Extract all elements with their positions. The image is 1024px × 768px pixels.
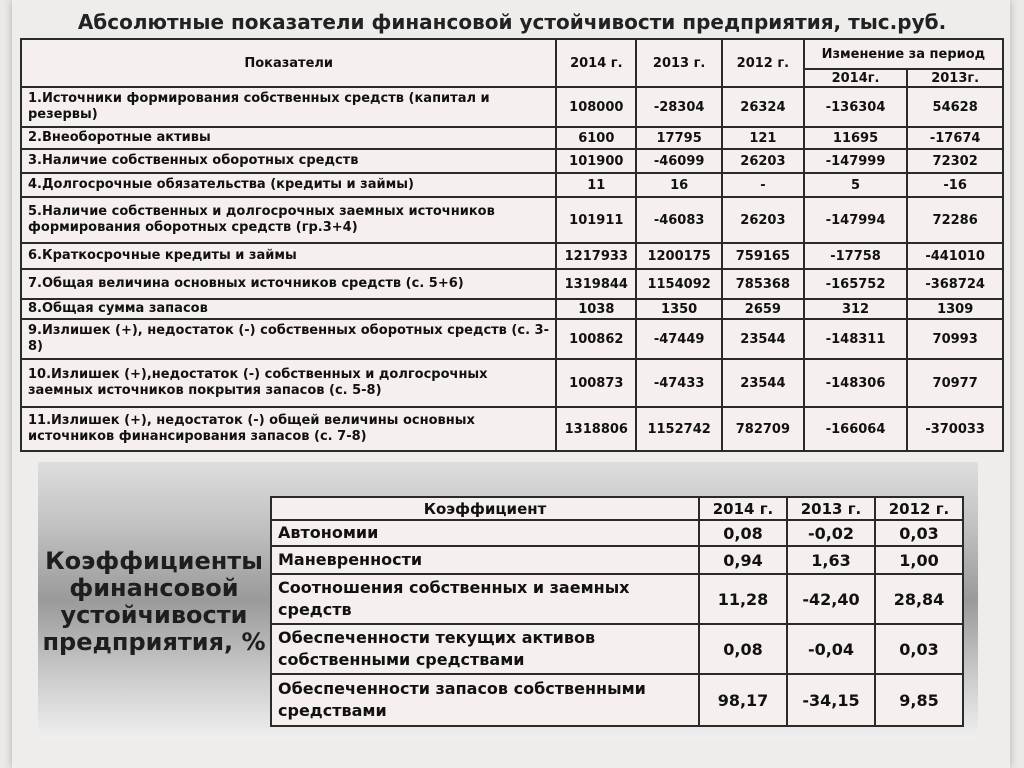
table-row	[21, 359, 1003, 407]
row-value: 1152742	[636, 407, 722, 451]
row-label: 6.Краткосрочные кредиты и займы	[21, 243, 556, 269]
row-value: -0,04	[787, 624, 875, 674]
header-change-year: 2014г.	[804, 69, 908, 87]
absolute-indicators-table	[20, 38, 1004, 452]
row-value: 0,03	[875, 520, 963, 546]
row-value: 1154092	[636, 269, 722, 299]
row-value: 9,85	[875, 674, 963, 726]
table-row	[271, 520, 963, 546]
row-value: 72286	[907, 197, 1003, 243]
row-value: -46083	[636, 197, 722, 243]
row-value: -34,15	[787, 674, 875, 726]
row-value: -147999	[804, 149, 908, 173]
row-value: 0,08	[699, 624, 787, 674]
table-row	[271, 624, 963, 674]
row-value: -368724	[907, 269, 1003, 299]
row-value: 0,03	[875, 624, 963, 674]
row-value: -148306	[804, 359, 908, 407]
header-indicators: Показатели	[21, 39, 556, 87]
row-value: 759165	[722, 243, 804, 269]
row-label: 9.Излишек (+), недостаток (-) собственных оборотных средств (с. 3-8)	[21, 319, 556, 359]
row-value: 101900	[556, 149, 636, 173]
table-row	[21, 269, 1003, 299]
row-value: -17758	[804, 243, 908, 269]
row-value: 100862	[556, 319, 636, 359]
header-year: 2013 г.	[636, 39, 722, 87]
row-value: 0,94	[699, 546, 787, 574]
row-value: 11	[556, 173, 636, 197]
page-title: Абсолютные показатели финансовой устойчивости предприятия, тыс.руб.	[77, 10, 947, 34]
row-value: 1217933	[556, 243, 636, 269]
header-year: 2014 г.	[556, 39, 636, 87]
row-value: -165752	[804, 269, 908, 299]
row-value: 1200175	[636, 243, 722, 269]
row-label: Маневренности	[271, 546, 699, 574]
row-value: 28,84	[875, 574, 963, 624]
row-value: 1,00	[875, 546, 963, 574]
row-value: 26324	[722, 87, 804, 127]
row-label: Обеспеченности запасов собственными средствами	[271, 674, 699, 726]
table-row	[21, 319, 1003, 359]
row-label: Автономии	[271, 520, 699, 546]
row-value: -16	[907, 173, 1003, 197]
table-row	[271, 546, 963, 574]
row-value: -166064	[804, 407, 908, 451]
row-value: 108000	[556, 87, 636, 127]
row-value: 101911	[556, 197, 636, 243]
header-change: Изменение за период	[804, 39, 1003, 69]
row-label: 2.Внеоборотные активы	[21, 127, 556, 149]
row-value: -441010	[907, 243, 1003, 269]
row-value: 1350	[636, 299, 722, 319]
row-label: 7.Общая величина основных источников средств (с. 5+6)	[21, 269, 556, 299]
table-row	[21, 173, 1003, 197]
row-value: 11695	[804, 127, 908, 149]
row-value: -148311	[804, 319, 908, 359]
row-value: 26203	[722, 197, 804, 243]
row-value: -42,40	[787, 574, 875, 624]
row-value: -0,02	[787, 520, 875, 546]
table-row	[21, 127, 1003, 149]
row-value: 1319844	[556, 269, 636, 299]
row-value: 70977	[907, 359, 1003, 407]
table-row	[21, 87, 1003, 127]
table-row	[21, 149, 1003, 173]
row-label: 3.Наличие собственных оборотных средств	[21, 149, 556, 173]
row-value: 1309	[907, 299, 1003, 319]
row-value: -	[722, 173, 804, 197]
header-coefficient: Коэффициент	[271, 497, 699, 520]
row-value: -47433	[636, 359, 722, 407]
row-value: -28304	[636, 87, 722, 127]
table-row	[21, 243, 1003, 269]
row-value: 785368	[722, 269, 804, 299]
header-change-year: 2013г.	[907, 69, 1003, 87]
row-value: 1,63	[787, 546, 875, 574]
row-value: 54628	[907, 87, 1003, 127]
row-value: 26203	[722, 149, 804, 173]
row-value: 121	[722, 127, 804, 149]
row-value: -47449	[636, 319, 722, 359]
row-value: 70993	[907, 319, 1003, 359]
row-value: 72302	[907, 149, 1003, 173]
row-value: 5	[804, 173, 908, 197]
row-value: 1038	[556, 299, 636, 319]
row-label: Обеспеченности текущих активов собственными средствами	[271, 624, 699, 674]
row-value: 1318806	[556, 407, 636, 451]
row-value: -370033	[907, 407, 1003, 451]
row-value: 23544	[722, 319, 804, 359]
coefficients-table	[270, 496, 964, 727]
row-value: -147994	[804, 197, 908, 243]
table-row	[21, 407, 1003, 451]
coefficients-title: Коэффициенты финансовой устойчивости предприятия, %	[42, 547, 266, 656]
row-label: 4.Долгосрочные обязательства (кредиты и займы)	[21, 173, 556, 197]
row-value: -136304	[804, 87, 908, 127]
row-value: 312	[804, 299, 908, 319]
header-year: 2012 г.	[722, 39, 804, 87]
header-year: 2014 г.	[699, 497, 787, 520]
row-value: 0,08	[699, 520, 787, 546]
row-value: 782709	[722, 407, 804, 451]
row-value: 2659	[722, 299, 804, 319]
table-row	[21, 197, 1003, 243]
row-value: 23544	[722, 359, 804, 407]
row-value: -46099	[636, 149, 722, 173]
table-row	[21, 299, 1003, 319]
table-row	[271, 574, 963, 624]
header-year: 2013 г.	[787, 497, 875, 520]
row-label: Соотношения собственных и заемных средств	[271, 574, 699, 624]
row-value: -17674	[907, 127, 1003, 149]
row-label: 5.Наличие собственных и долгосрочных заемных источников формирования оборотных средств (гр.3+4)	[21, 197, 556, 243]
row-value: 98,17	[699, 674, 787, 726]
row-value: 100873	[556, 359, 636, 407]
row-label: 11.Излишек (+), недостаток (-) общей величины основных источников финансирования запасов (с. 7-8)	[21, 407, 556, 451]
row-value: 16	[636, 173, 722, 197]
row-value: 17795	[636, 127, 722, 149]
table-row	[271, 674, 963, 726]
row-value: 11,28	[699, 574, 787, 624]
row-label: 1.Источники формирования собственных средств (капитал и резервы)	[21, 87, 556, 127]
row-label: 10.Излишек (+),недостаток (-) собственных и долгосрочных заемных источников покрытия запасов (с. 5-8)	[21, 359, 556, 407]
header-year: 2012 г.	[875, 497, 963, 520]
row-label: 8.Общая сумма запасов	[21, 299, 556, 319]
row-value: 6100	[556, 127, 636, 149]
